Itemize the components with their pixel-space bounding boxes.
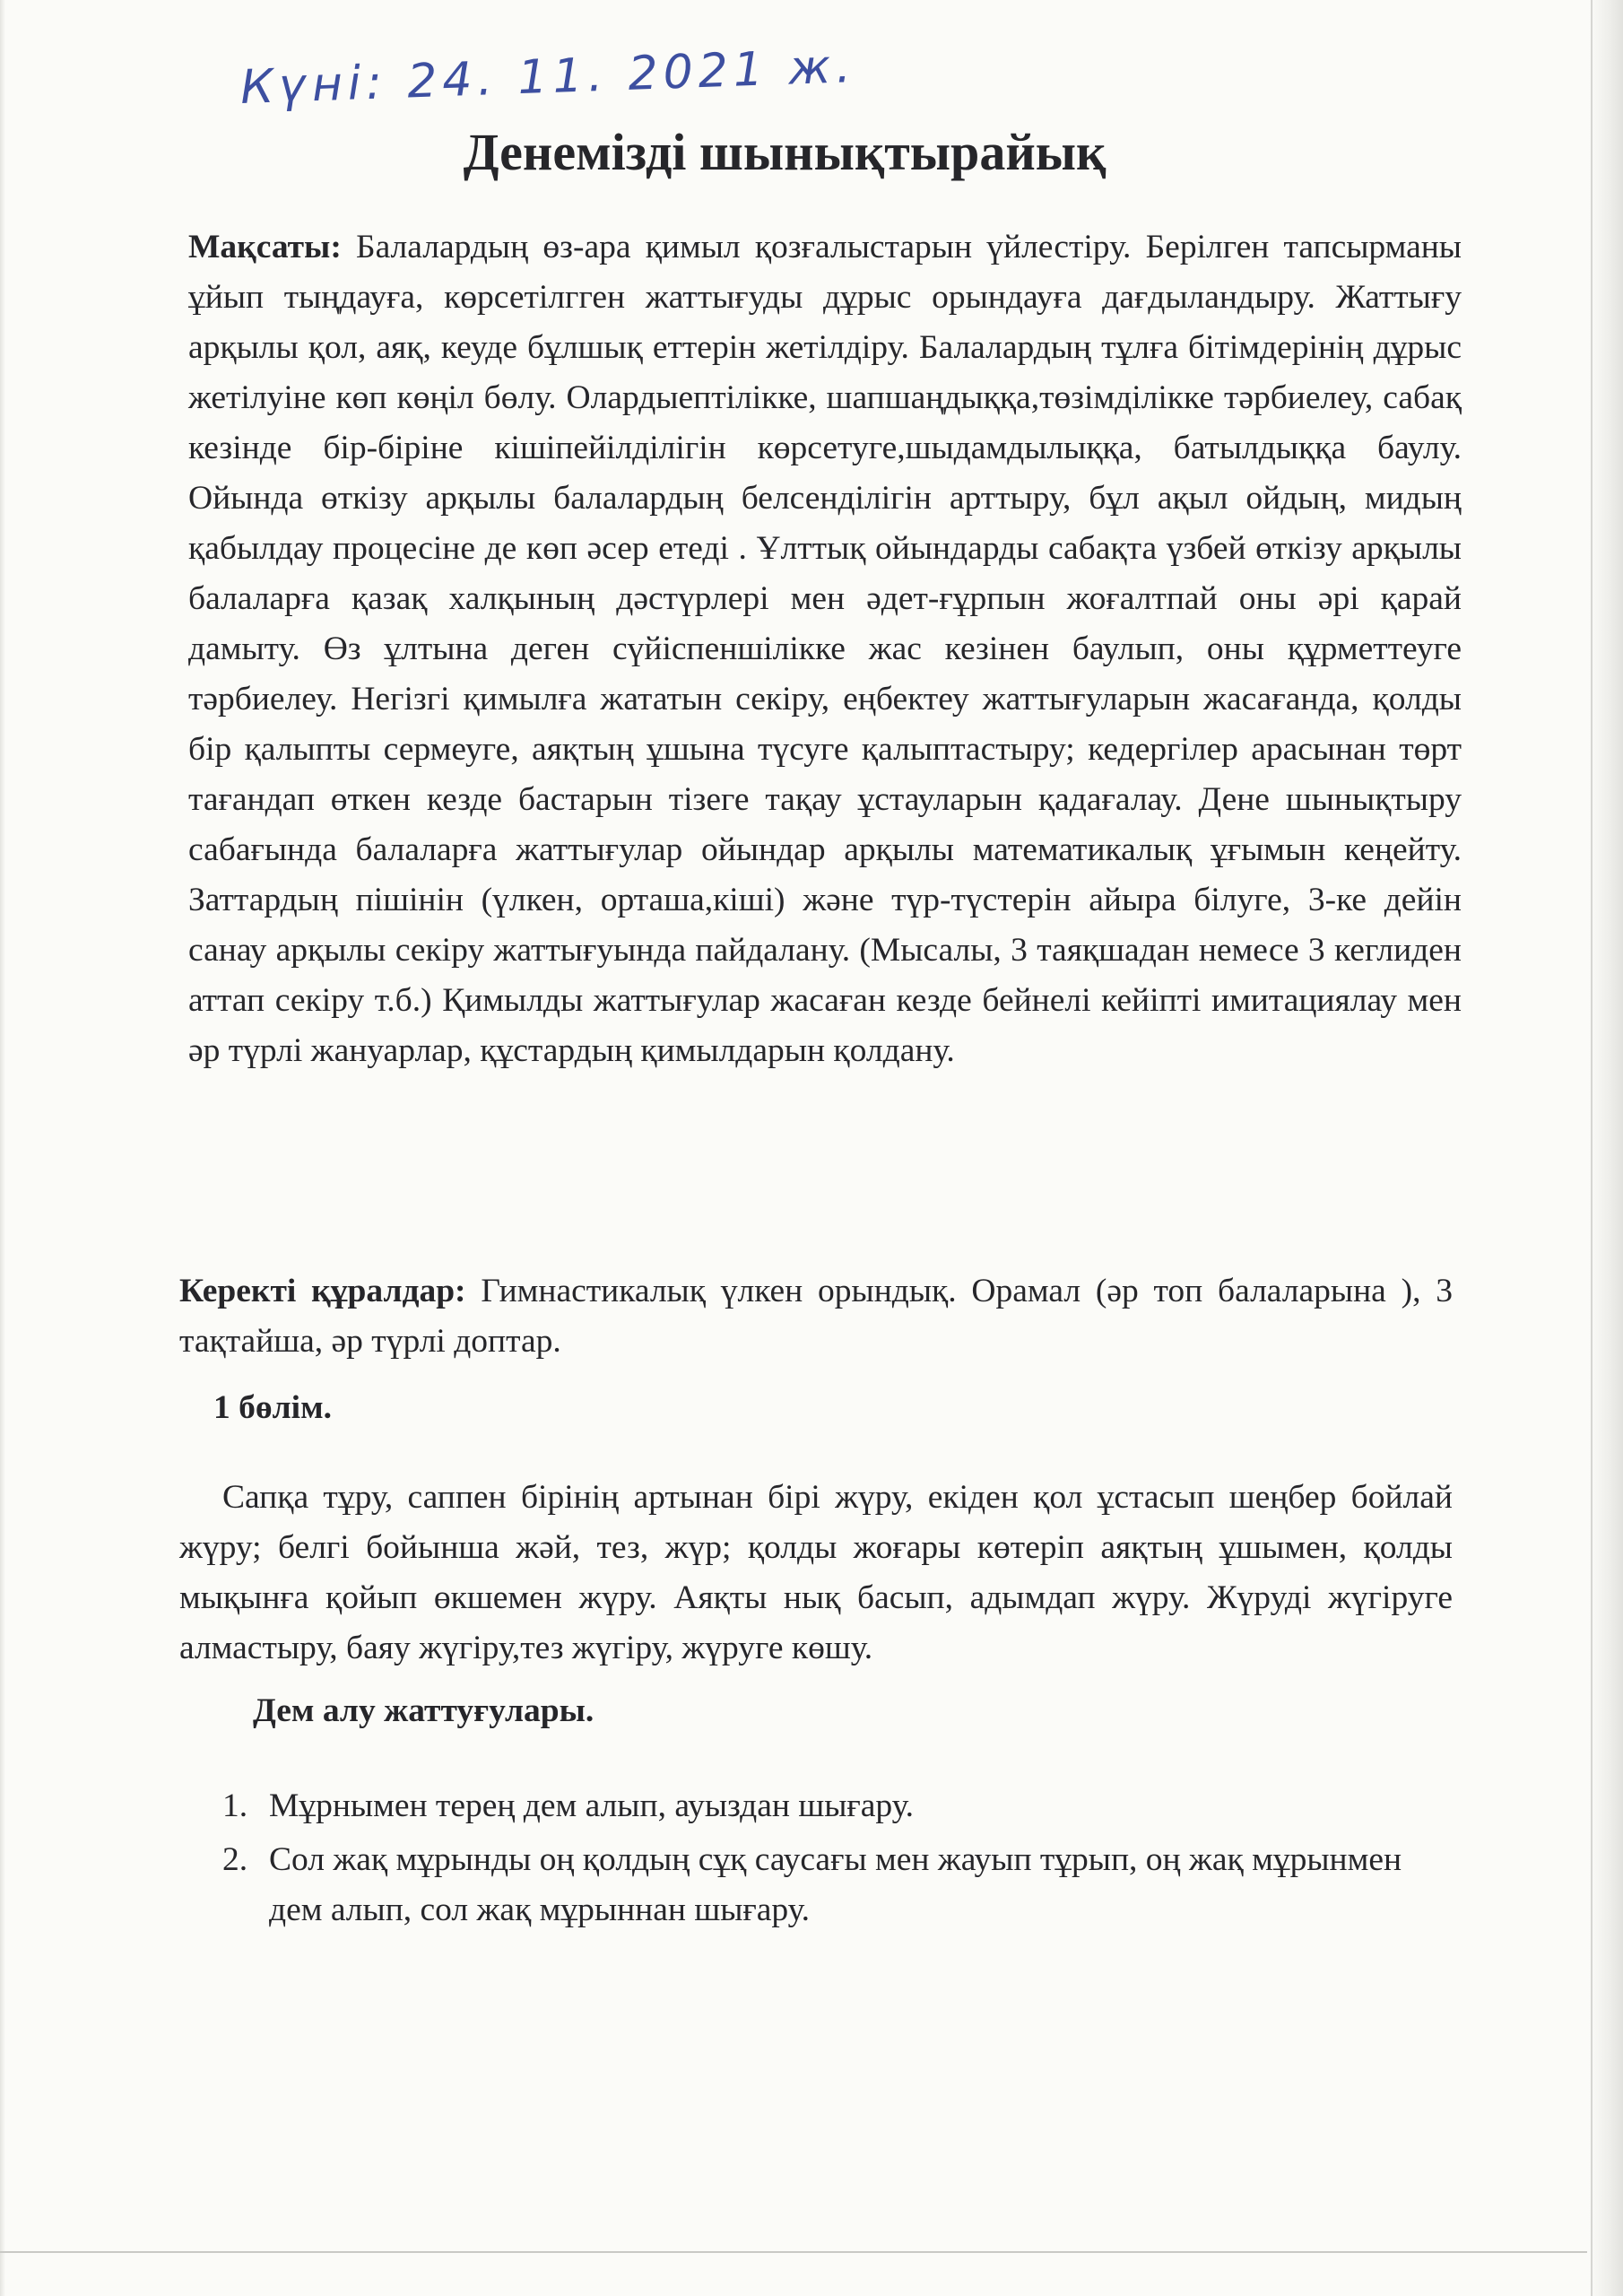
list-item-text: Мұрнымен терең дем алып, ауыздан шығару. (269, 1787, 915, 1824)
list-item (222, 1781, 1460, 1831)
scan-edge-right (1589, 0, 1623, 2296)
part1-heading: 1 бөлім. (213, 1389, 333, 1426)
list-item-text: Сол жақ мұрынды оң қолдың сұқ саусағы мен жауып тұрып, оң жақ мұрынмен дем алып, сол жақ мұрыннан шығару. (269, 1841, 1402, 1928)
tools-paragraph (179, 1266, 1453, 1367)
scan-fold-line (1591, 0, 1593, 2296)
list-item-number: 1. (222, 1787, 248, 1824)
part1-paragraph: Сапқа тұру, саппен бірінің артынан бірі жүру, екіден қол ұстасып шеңбер бойлай жүру; белгі бойынша жәй, тез, жүр; қолды жоғары көтеріп аяқтың ұшымен, қолды мықынға қойып өкшемен жүру. Аяқты нық басып, адымдап жүру. Жүруді жүгіруге алмастыру, баяу жүгіру,тез жүгіру, жүруге көшу. (179, 1479, 1453, 1666)
tools-label: Керекті құралдар: (179, 1273, 466, 1309)
scan-edge-left (0, 0, 5, 2296)
document-title: Денемізді шынықтырайық (463, 123, 1107, 181)
scan-bottom-line (0, 2251, 1587, 2253)
breathing-list (222, 1781, 1460, 1939)
breathing-heading: Дем алу жаттуғулары. (253, 1692, 595, 1729)
tools-text: Гимнастикалық үлкен орындық. Орамал (әр топ балаларына ), 3 тақтайша, әр түрлі доптар. (179, 1273, 1454, 1360)
goal-text: Балалардың өз-ара қимыл қозғалыстарын үйлестіру. Берілген тапсырманы ұйып тыңдауға, көрсетілгген жаттығуды дұрыс орындауға дағдыландыру. Жаттығу арқылы қол, аяқ, кеуде бұлшық еттерін жетілдіру. Балалардың тұлға бітімдерінің дұрыс жетілуіне көп көңіл бөлу. Олардыептілікке, шапшаңдыққа,төзімділікке тәрбиелеу, сабақ кезінде бір-біріне кішіпейілділігін көрсетуге,шыдамдылыққа, батылдыққа баулу. Ойында өткізу арқылы балалардың белсенділігін арттыру, бұл ақыл ойдың, мидың қабылдау процесіне де көп әсер етеді . Ұлттық ойындарды сабақта үзбей өткізу арқылы балаларға қазақ халқының дәстүрлері мен әдет-ғұрпын жоғалтпай оны әрі қарай дамыту. Өз ұлтына деген сүйіспеншілікке жас кезінен баулып, оны құрметтеуге тәрбиелеу. Негізгі қимылға жататын секіру, еңбектеу жаттығуларын жасағанда, қолды бір қалыпты сермеуге, аяқтың ұшына түсуге қалыптастыру; кедергілер арасынан төрт тағандап өткен кезде бастарын тізеге тақау ұстауларын қадағалау. Дене шынықтыру сабағында балаларға жаттығулар ойындар арқылы математикалық ұғымын кеңейту. Заттардың пішінін (үлкен, орташа,кіші) және түр-түстерін айыра білуге, 3-ке дейін санау арқылы секіру жаттығуында пайдалану. (Мысалы, 3 таяқшадан немесе 3 кеглиден аттап секіру т.б.) Қимылды жаттығулар жасаған кезде бейнелі кейіпті имитациялау мен әр түрлі жануарлар, құстардың қимылдарын қолдану. (188, 229, 1462, 1069)
list-item (222, 1835, 1460, 1935)
list-item-number: 2. (222, 1841, 248, 1878)
goal-paragraph (188, 222, 1462, 1076)
goal-label: Мақсаты: (188, 229, 342, 265)
handwritten-date: Күні: 24. 11. 2021 ж. (239, 39, 857, 115)
